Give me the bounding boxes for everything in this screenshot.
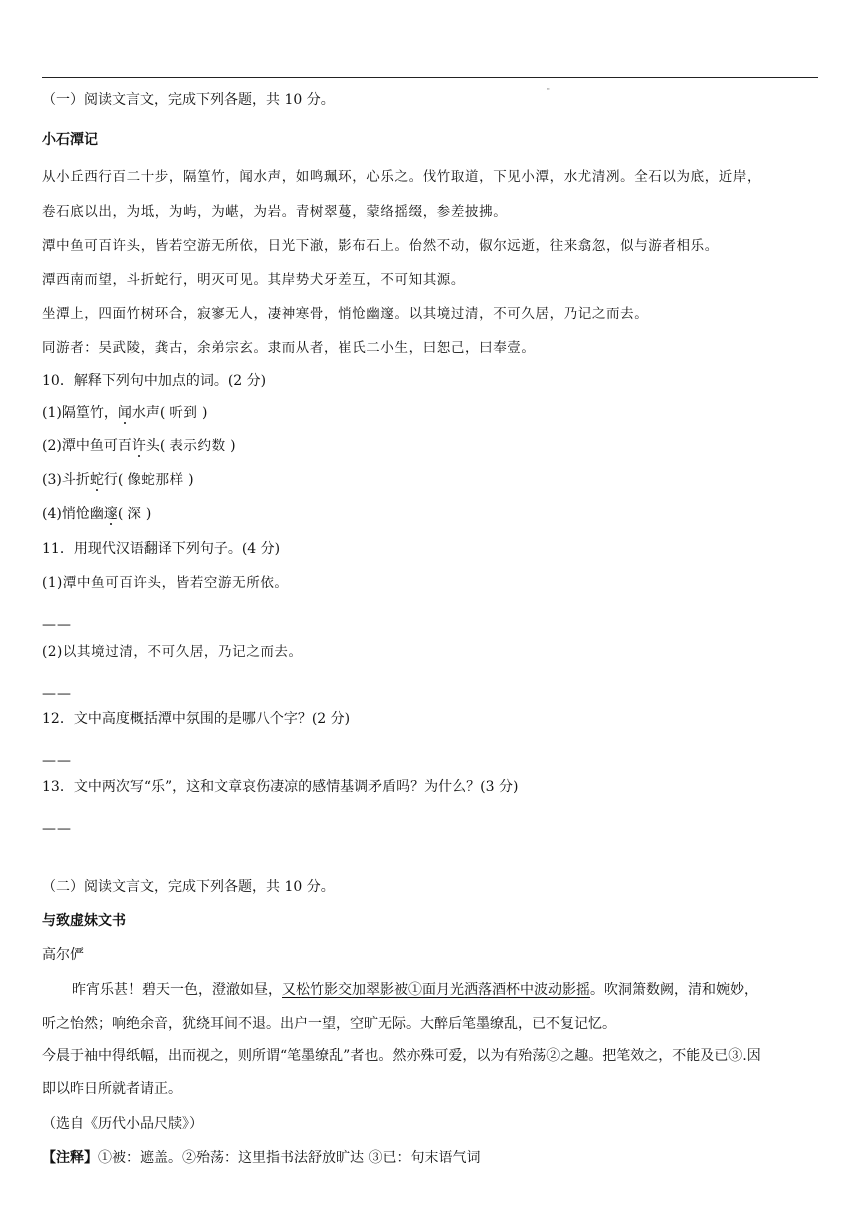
passage-line-6: 同游者：吴武陵，龚古，余弟宗玄。隶而从者，崔氏二小生，曰恕己，曰奉壹。	[42, 340, 536, 356]
section2-notes: 【注释】①被：遮盖。②殆荡：这里指书法舒放旷达 ③已：句末语气词	[42, 1150, 481, 1166]
passage-line-3: 潭中鱼可百许头，皆若空游无所依，日光下澈，影布石上。佁然不动，俶尔远逝，往来翕忽，似与游者相乐。	[42, 238, 719, 254]
question-13: 13．文中两次写“乐”，这和文章哀伤凄凉的感情基调矛盾吗？为什么？(3 分)	[42, 779, 519, 795]
question-10-stem: 10．解释下列句中加点的词。(2 分)	[42, 373, 267, 389]
q11-sentence-2: (2)以其境过清，不可久居，乃记之而去。	[42, 644, 303, 660]
notes-label: 【注释】	[42, 1150, 98, 1166]
section2-author: 高尔俨	[42, 947, 84, 963]
answer-blank-4[interactable]: ——	[42, 821, 72, 837]
answer-blank-2[interactable]: ——	[42, 686, 72, 702]
q10-item-1: (1)隔篁竹，闻水声( 听到 )	[42, 405, 208, 421]
section2-source: （选自《历代小品尺牍》）	[42, 1116, 203, 1132]
top-rule	[42, 77, 818, 78]
answer: 像蛇那样	[127, 472, 184, 488]
q10-item-4: (4)悄怆幽邃( 深 )	[42, 506, 152, 522]
section2-para1-line1: 昨宵乐甚！碧天一色，澄澈如昼，又松竹影交加翠影被①面月光洒落酒杯中波动影摇。吹洞箫数阙，清和婉妙，	[72, 982, 758, 998]
section2-para1-line2: 听之怡然；响绝余音，犹绕耳间不退。出户一望，空旷无际。大醉后笔墨缭乱，已不复记忆。	[42, 1016, 616, 1032]
answer: 听到	[169, 405, 198, 421]
dotted-word: 邃	[103, 506, 118, 522]
passage-line-2: 卷石底以出，为坻，为屿，为嵁，为岩。青树翠蔓，蒙络摇缀，参差披拂。	[42, 204, 508, 220]
stray-mark: "	[547, 88, 550, 95]
section2-para2-line2: 即以昨日所就者请正。	[42, 1081, 182, 1097]
dotted-word: 闻	[117, 405, 132, 421]
section2-heading: （二）阅读文言文，完成下列各题，共 10 分。	[42, 879, 335, 895]
question-11-stem: 11．用现代汉语翻译下列句子。(4 分)	[42, 541, 281, 557]
section1-heading: （一）阅读文言文，完成下列各题，共 10 分。	[42, 92, 335, 108]
q10-item-3: (3)斗折蛇行( 像蛇那样 )	[42, 472, 194, 488]
dotted-word: 许	[131, 438, 146, 454]
answer-blank-1[interactable]: ——	[42, 617, 72, 633]
answer: 深	[127, 506, 142, 522]
dotted-word: 蛇	[89, 472, 104, 488]
underlined-sentence: 又松竹影交加翠影被①面月光洒落酒杯中波动影摇	[282, 982, 590, 998]
q11-sentence-1: (1)潭中鱼可百许头，皆若空游无所依。	[42, 575, 289, 591]
answer: 表示约数	[169, 438, 226, 454]
question-12: 12．文中高度概括潭中氛围的是哪八个字？(2 分)	[42, 711, 351, 727]
passage-line-4: 潭西南而望，斗折蛇行，明灭可见。其岸势犬牙差互，不可知其源。	[42, 272, 465, 288]
answer-blank-3[interactable]: ——	[42, 753, 72, 769]
passage-line-1: 从小丘西行百二十步，隔篁竹，闻水声，如鸣珮环，心乐之。伐竹取道，下见小潭，水尤清冽。全石以为底，近岸，	[42, 169, 762, 185]
section2-title: 与致虚妹文书	[42, 913, 126, 929]
section1-title: 小石潭记	[42, 132, 98, 148]
section2-para2-line1: 今晨于袖中得纸幅，出而视之，则所谓“笔墨缭乱”者也。然亦殊可爱，以为有殆荡②之趣。把笔效之，不能及已③.因	[42, 1048, 761, 1064]
q10-item-2: (2)潭中鱼可百许头( 表示约数 )	[42, 438, 236, 454]
passage-line-5: 坐潭上，四面竹树环合，寂寥无人，凄神寒骨，悄怆幽邃。以其境过清，不可久居，乃记之而去。	[42, 306, 649, 322]
